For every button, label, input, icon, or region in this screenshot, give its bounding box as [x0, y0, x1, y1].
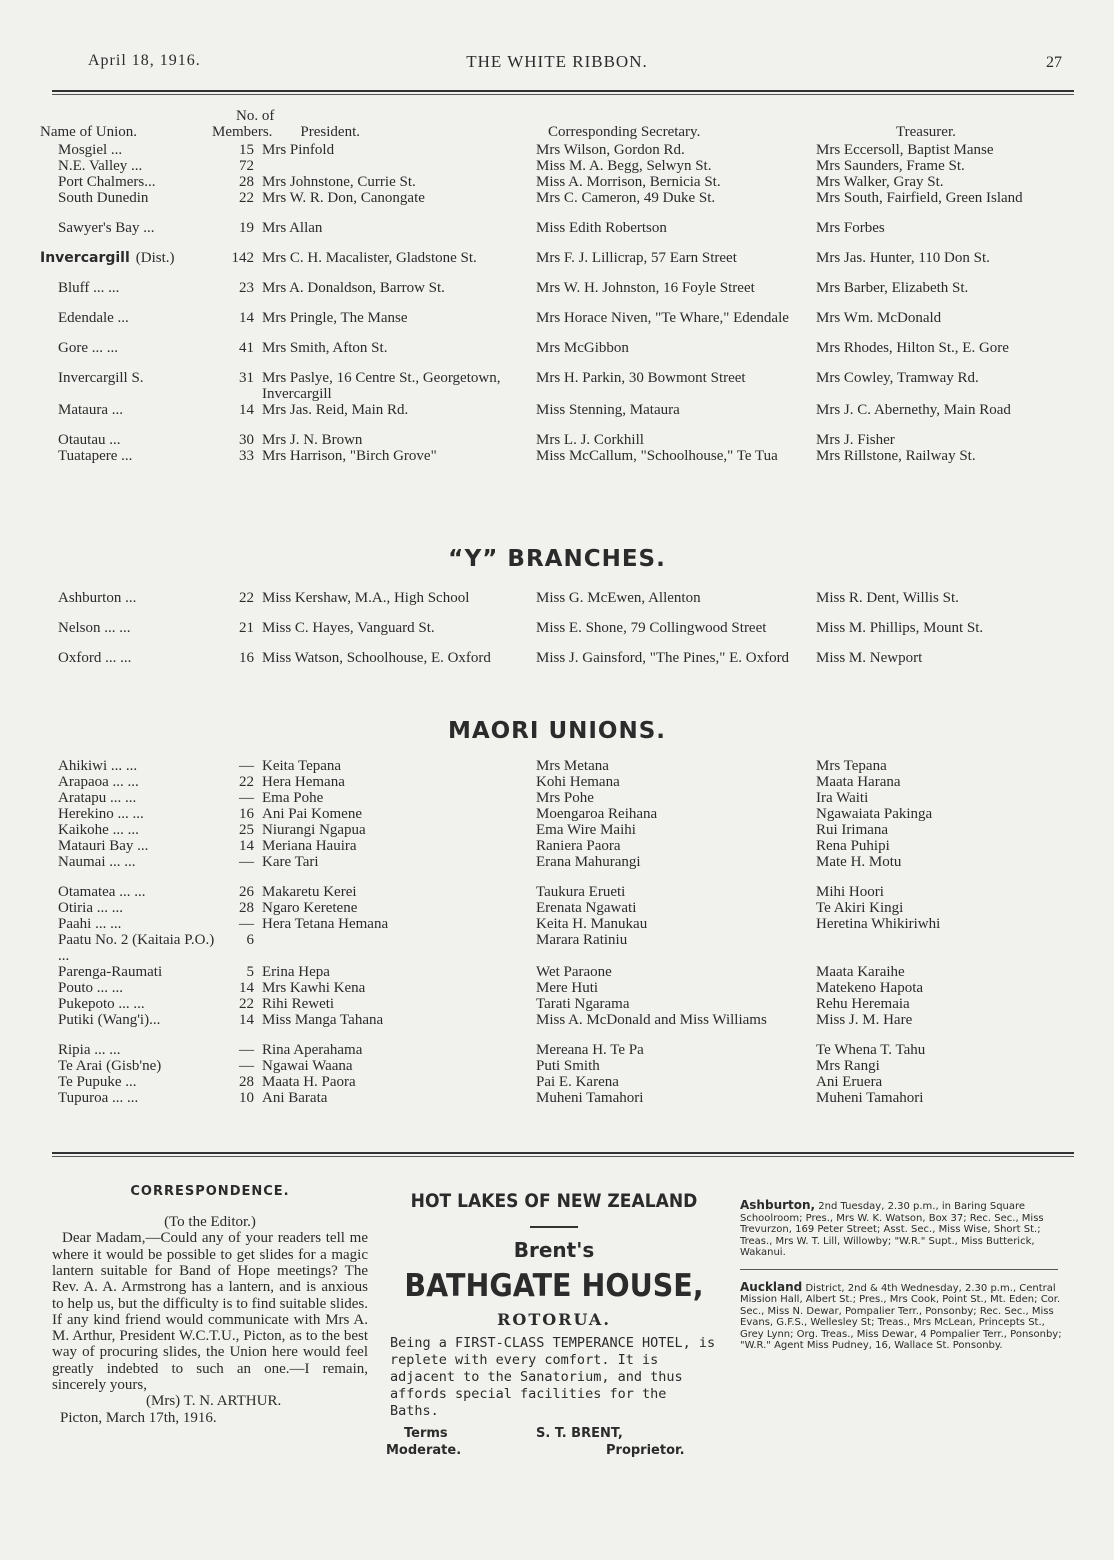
header-rule	[52, 90, 1074, 95]
union-name-text: Otamatea ... ...	[58, 884, 146, 900]
union-name-text: Te Pupuke ...	[58, 1074, 137, 1090]
maori-unions-table	[40, 758, 1080, 1106]
table-row	[40, 1058, 1080, 1074]
treasurer-cell: Mrs Rillstone, Railway St.	[816, 448, 976, 464]
union-name	[40, 250, 216, 280]
treasurer-cell: Rena Puhipi	[816, 838, 890, 854]
table-row	[40, 142, 1080, 158]
member-count: 23	[239, 280, 254, 296]
table-row	[40, 1042, 1080, 1058]
union-name	[40, 650, 216, 680]
treasurer-cell: Mate H. Motu	[816, 854, 902, 870]
president-cell: Ngawai Waana	[262, 1058, 353, 1074]
union-name	[40, 1074, 216, 1090]
treasurer-cell: Mrs Forbes	[816, 220, 885, 236]
table-row	[40, 964, 1080, 980]
member-count: 30	[239, 432, 254, 448]
secretary-cell: Puti Smith	[536, 1058, 600, 1074]
union-name	[40, 190, 216, 220]
table-row	[40, 590, 1080, 620]
secretary-cell: Raniera Paora	[536, 838, 621, 854]
member-count: 41	[239, 340, 254, 356]
ad-moderate: Moderate.	[386, 1443, 462, 1458]
president-cell: Hera Hemana	[262, 774, 345, 790]
member-count: 22	[239, 190, 254, 206]
member-count: —	[239, 758, 254, 774]
union-name	[40, 916, 216, 932]
ad-headline: HOT LAKES OF NEW ZEALAND	[410, 1190, 698, 1212]
member-count: 22	[239, 996, 254, 1012]
page-header	[0, 52, 1114, 76]
secretary-cell: Ema Wire Maihi	[536, 822, 636, 838]
table-header-row	[40, 108, 1080, 142]
union-name	[40, 1012, 216, 1042]
member-count: 22	[239, 774, 254, 790]
secretary-cell: Mrs L. J. Corkhill	[536, 432, 644, 448]
president-cell: Kare Tari	[262, 854, 319, 870]
union-name-text: Otiria ... ...	[58, 900, 123, 916]
treasurer-cell: Mrs Jas. Hunter, 110 Don St.	[816, 250, 990, 266]
ad-proprietor-name: S. T. BRENT,	[536, 1426, 623, 1441]
president-cell	[260, 932, 536, 964]
president-cell: Ani Barata	[262, 1090, 328, 1106]
union-name	[40, 1090, 216, 1106]
member-count: 14	[239, 402, 254, 418]
secretary-cell: Mrs Wilson, Gordon Rd.	[536, 142, 685, 158]
president-cell: Mrs Allan	[262, 220, 323, 236]
union-name	[40, 280, 216, 310]
member-count: 14	[239, 310, 254, 326]
member-count: 26	[239, 884, 254, 900]
table-row	[40, 650, 1080, 680]
union-name	[40, 838, 216, 854]
secretary-cell: Muheni Tamahori	[536, 1090, 644, 1106]
table-row	[40, 790, 1080, 806]
member-count: 5	[246, 964, 254, 980]
member-count: 10	[239, 1090, 254, 1106]
table-row	[40, 432, 1080, 448]
treasurer-cell: Mrs Tepana	[816, 758, 887, 774]
union-name	[40, 158, 216, 174]
union-name	[40, 340, 216, 370]
member-count: 142	[231, 250, 254, 266]
treasurer-cell: Mrs Saunders, Frame St.	[816, 158, 965, 174]
treasurer-cell: Miss M. Newport	[816, 650, 923, 666]
member-count: —	[239, 1058, 254, 1074]
union-name-text: Matauri Bay ...	[58, 838, 149, 854]
member-count: 16	[239, 650, 254, 666]
union-name	[40, 758, 216, 774]
member-count: 22	[239, 590, 254, 606]
treasurer-cell: Rui Irimana	[816, 822, 889, 838]
secretary-cell: Miss M. A. Begg, Selwyn St.	[536, 158, 712, 174]
president-cell: Ngaro Keretene	[262, 900, 358, 916]
union-name-text: Paatu No. 2 (Kaitaia P.O.) ...	[58, 932, 215, 964]
secretary-cell: Tarati Ngarama	[536, 996, 630, 1012]
district-label: (Dist.)	[135, 250, 175, 266]
secretary-cell: Miss McCallum, "Schoolhouse," Te Tua	[536, 448, 778, 464]
treasurer-cell: Maata Karaihe	[816, 964, 905, 980]
secretary-cell: Erenata Ngawati	[536, 900, 637, 916]
union-name	[40, 774, 216, 790]
treasurer-cell: Maata Harana	[816, 774, 901, 790]
correspondence-column	[52, 1184, 368, 1426]
treasurer-cell: Mrs J. Fisher	[816, 432, 895, 448]
hotel-advertisement	[386, 1190, 722, 1460]
member-count: 14	[239, 980, 254, 996]
president-cell: Rihi Reweti	[262, 996, 335, 1012]
union-name	[40, 620, 216, 650]
president-cell: Mrs A. Donaldson, Barrow St.	[262, 280, 445, 296]
table-row	[40, 980, 1080, 996]
treasurer-cell: Miss J. M. Hare	[816, 1012, 913, 1028]
treasurer-cell: Te Akiri Kingi	[816, 900, 904, 916]
table-row	[40, 916, 1080, 932]
president-cell: Mrs Pinfold	[262, 142, 335, 158]
table-row	[40, 280, 1080, 310]
secretary-cell: Miss Edith Robertson	[536, 220, 667, 236]
president-cell	[260, 158, 536, 174]
table-row	[40, 774, 1080, 790]
secretary-cell: Taukura Erueti	[536, 884, 626, 900]
table-row	[40, 220, 1080, 250]
union-name	[40, 980, 216, 996]
union-name-text: South Dunedin	[58, 190, 149, 206]
notice-divider	[740, 1269, 1058, 1270]
member-count: 28	[239, 174, 254, 190]
table-row	[40, 310, 1080, 340]
treasurer-cell: Miss R. Dent, Willis St.	[816, 590, 959, 606]
table-row	[40, 1012, 1080, 1042]
ad-hotel-name: BATHGATE HOUSE,	[404, 1268, 704, 1304]
member-count: 72	[239, 158, 254, 174]
president-cell: Miss C. Hayes, Vanguard St.	[262, 620, 435, 636]
union-name-text: Mosgiel ...	[58, 142, 123, 158]
secretary-cell: Miss E. Shone, 79 Collingwood Street	[536, 620, 767, 636]
treasurer-cell: Te Whena T. Tahu	[816, 1042, 926, 1058]
table-row	[40, 996, 1080, 1012]
union-name-text: Invercargill S.	[58, 370, 144, 386]
correspondence-heading: CORRESPONDENCE.	[130, 1184, 290, 1199]
table-row	[40, 402, 1080, 432]
president-cell: Mrs Harrison, "Birch Grove"	[262, 448, 437, 464]
correspondence-place-date: Picton, March 17th, 1916.	[60, 1409, 217, 1426]
union-name	[40, 590, 216, 620]
treasurer-cell: Mrs Rhodes, Hilton St., E. Gore	[816, 340, 1009, 356]
col-header-treasurer: Treasurer.	[896, 124, 956, 140]
union-name-text: Te Arai (Gisb'ne)	[58, 1058, 162, 1074]
union-name	[40, 370, 216, 402]
president-cell: Mrs Paslye, 16 Centre St., Georgetown, Invercargill	[262, 370, 501, 402]
union-name	[40, 884, 216, 900]
member-count: —	[239, 1042, 254, 1058]
col-header-name: Name of Union.	[40, 124, 138, 140]
notice-ashburton: Ashburton, 2nd Tuesday, 2.30 p.m., in Baring Square Schoolroom; Pres., Mrs W. K. Watson, Box 37; Rec. Sec., Miss Trevurzon, 169 Peter Street; Asst. Sec., Miss Wise, Short St.; Treas., Mrs W. T. Lill, Willowby; "W.R." Supt., Miss Butterick, Wakanui.	[740, 1198, 1044, 1258]
correspondence-body: Dear Madam,—Could any of your readers tell me where it would be possible to get slides for a magic lantern suitable for Band of Hope meetings? The Rev. A. A. Armstrong has a lantern, and is anxious to help us, but the difficulty is to find suitable slides. If any kind friend would communicate with Mrs A. M. Arthur, President W.C.T.U., Picton, as to the best way of procuring slides, the Union here would feel greatly indebted to such an one.—I remain, sincerely yours,	[52, 1230, 368, 1394]
union-name-text: Mataura ...	[58, 402, 123, 418]
union-name	[40, 932, 216, 964]
president-cell: Mrs C. H. Macalister, Gladstone St.	[262, 250, 477, 266]
treasurer-cell: Ngawaiata Pakinga	[816, 806, 933, 822]
member-count: 19	[239, 220, 254, 236]
ad-proprietor-label: Proprietor.	[606, 1443, 685, 1458]
union-name-text: Arapaoa ... ...	[58, 774, 139, 790]
table-row	[40, 900, 1080, 916]
member-count: 16	[239, 806, 254, 822]
correspondence-to: (To the Editor.)	[164, 1214, 256, 1231]
treasurer-cell: Mrs Rangi	[816, 1058, 880, 1074]
president-cell: Mrs Pringle, The Manse	[262, 310, 408, 326]
union-name-text: N.E. Valley ...	[58, 158, 143, 174]
union-name	[40, 900, 216, 916]
col-header-secretary: Corresponding Secretary.	[548, 124, 701, 140]
secretary-cell: Mrs C. Cameron, 49 Duke St.	[536, 190, 716, 206]
publication-title: THE WHITE RIBBON.	[466, 52, 648, 71]
ad-owner: Brent's	[513, 1238, 595, 1262]
union-name	[40, 448, 216, 464]
union-name-text: Naumai ... ...	[58, 854, 136, 870]
treasurer-cell: Mrs Eccersoll, Baptist Manse	[816, 142, 994, 158]
secretary-cell: Marara Ratiniu	[536, 932, 628, 948]
table-row	[40, 370, 1080, 402]
treasurer-cell: Mrs Barber, Elizabeth St.	[816, 280, 969, 296]
notice-auckland: Auckland District, 2nd & 4th Wednesday, 2.30 p.m., Central Mission Hall, Albert St.; Pres., Mrs Cook, Point St., Mt. Eden; Cor. Sec., Miss N. Dewar, Pompalier Terr., Ponsonby; Rec. Sec., Miss Evans, G.F.S., Wellesley St; Treas., Mrs McLean, Princepts St., Grey Lynn; Org. Treas., Miss Dewar, 4 Pompalier Terr., Ponsonby; "W.R." Agent Miss Pudney, 16, Wallace St. Ponsonby.	[740, 1279, 1062, 1351]
treasurer-cell: Mihi Hoori	[816, 884, 884, 900]
president-cell: Miss Kershaw, M.A., High School	[262, 590, 470, 606]
president-cell: Ema Pohe	[262, 790, 324, 806]
union-name-text: Nelson ... ...	[58, 620, 131, 636]
bottom-rule	[52, 1152, 1074, 1157]
union-name-text: Pouto ... ...	[58, 980, 124, 996]
ad-body: Being a FIRST-CLASS TEMPERANCE HOTEL, is replete with every comfort. It is adjacent to the Sanatorium, and thus affords special facilities for the Baths.	[390, 1335, 716, 1419]
secretary-cell: Moengaroa Reihana	[536, 806, 658, 822]
table-row	[40, 448, 1080, 464]
president-cell: Mrs Jas. Reid, Main Rd.	[262, 402, 409, 418]
secretary-cell: Mrs Horace Niven, "Te Whare," Edendale	[536, 310, 789, 326]
union-name-text: Tuatapere ...	[58, 448, 133, 464]
treasurer-cell: Matekeno Hapota	[816, 980, 924, 996]
table-row	[40, 806, 1080, 822]
union-name-text: Paahi ... ...	[58, 916, 122, 932]
table-row	[40, 250, 1080, 280]
union-name-text: Edendale ...	[58, 310, 129, 326]
union-name	[40, 432, 216, 448]
member-count: 14	[239, 838, 254, 854]
treasurer-cell: Miss M. Phillips, Mount St.	[816, 620, 984, 636]
union-name-text: Sawyer's Bay ...	[58, 220, 155, 236]
secretary-cell: Mrs Metana	[536, 758, 609, 774]
unions-table	[40, 108, 1080, 464]
table-row	[40, 854, 1080, 884]
union-name-text: Tupuroa ... ...	[58, 1090, 139, 1106]
president-cell: Erina Hepa	[262, 964, 330, 980]
president-cell: Mrs Kawhi Kena	[262, 980, 366, 996]
union-name	[40, 142, 216, 158]
president-cell: Hera Tetana Hemana	[262, 916, 389, 932]
table-row	[40, 758, 1080, 774]
member-count: 15	[239, 142, 254, 158]
y-branches-heading: “Y” BRANCHES.	[448, 546, 666, 572]
union-name	[40, 402, 216, 432]
table-row	[40, 932, 1080, 964]
ad-terms: Terms	[404, 1426, 448, 1441]
table-row	[40, 822, 1080, 838]
secretary-cell: Keita H. Manukau	[536, 916, 648, 932]
treasurer-cell: Rehu Heremaia	[816, 996, 910, 1012]
y-branches-table	[40, 590, 1080, 680]
union-name	[40, 310, 216, 340]
member-count: 28	[239, 900, 254, 916]
member-count: 25	[239, 822, 254, 838]
treasurer-cell: Mrs Walker, Gray St.	[816, 174, 944, 190]
member-count: 33	[239, 448, 254, 464]
president-cell: Rina Aperahama	[262, 1042, 363, 1058]
union-name-text: Ripia ... ...	[58, 1042, 121, 1058]
secretary-cell: Mrs W. H. Johnston, 16 Foyle Street	[536, 280, 755, 296]
president-cell: Miss Watson, Schoolhouse, E. Oxford	[262, 650, 491, 666]
union-name	[40, 996, 216, 1012]
union-name	[40, 174, 216, 190]
president-cell: Ani Pai Komene	[262, 806, 362, 822]
secretary-cell: Mrs McGibbon	[536, 340, 629, 356]
union-name	[40, 822, 216, 838]
secretary-cell: Miss A. McDonald and Miss Williams	[536, 1012, 767, 1028]
union-name-text: Pukepoto ... ...	[58, 996, 145, 1012]
union-name-text: Oxford ... ...	[58, 650, 132, 666]
president-cell: Mrs Smith, Afton St.	[262, 340, 388, 356]
union-name	[40, 854, 216, 884]
union-name	[40, 1042, 216, 1058]
president-cell: Meriana Hauira	[262, 838, 357, 854]
president-cell: Mrs Johnstone, Currie St.	[262, 174, 416, 190]
member-count: 28	[239, 1074, 254, 1090]
treasurer-cell: Mrs South, Fairfield, Green Island	[816, 190, 1023, 206]
union-name-text: Bluff ... ...	[58, 280, 120, 296]
president-cell: Niurangi Ngapua	[262, 822, 366, 838]
member-count: 31	[239, 370, 254, 386]
ad-footer	[386, 1426, 722, 1460]
secretary-cell: Wet Paraone	[536, 964, 612, 980]
secretary-cell: Mrs H. Parkin, 30 Bowmont Street	[536, 370, 746, 386]
union-name-text: Ashburton ...	[58, 590, 137, 606]
member-count: —	[239, 916, 254, 932]
member-count: —	[239, 854, 254, 870]
union-name	[40, 1058, 216, 1074]
secretary-cell: Miss Stenning, Mataura	[536, 402, 680, 418]
president-cell: Keita Tepana	[262, 758, 342, 774]
president-cell: Miss Manga Tahana	[262, 1012, 384, 1028]
secretary-cell: Mereana H. Te Pa	[536, 1042, 644, 1058]
union-name-text: Putiki (Wang'i)...	[58, 1012, 161, 1028]
issue-date: April 18, 1916.	[88, 52, 201, 69]
member-count: —	[239, 790, 254, 806]
union-name-text: Parenga-Raumati	[58, 964, 163, 980]
secretary-cell: Mere Huti	[536, 980, 599, 996]
union-name	[40, 964, 216, 980]
table-row	[40, 190, 1080, 220]
secretary-cell: Mrs Pohe	[536, 790, 594, 806]
treasurer-cell: Mrs J. C. Abernethy, Main Road	[816, 402, 1011, 418]
treasurer-cell: Heretina Whikiriwhi	[816, 916, 941, 932]
secretary-cell: Mrs F. J. Lillicrap, 57 Earn Street	[536, 250, 737, 266]
member-count: 14	[239, 1012, 254, 1028]
secretary-cell: Kohi Hemana	[536, 774, 620, 790]
table-row	[40, 158, 1080, 174]
secretary-cell: Pai E. Karena	[536, 1074, 619, 1090]
union-name-text: Invercargill	[40, 250, 130, 266]
president-cell: Maata H. Paora	[262, 1074, 356, 1090]
correspondence-signature: (Mrs) T. N. ARTHUR.	[146, 1393, 282, 1410]
secretary-cell: Miss J. Gainsford, "The Pines," E. Oxford	[536, 650, 790, 666]
maori-unions-heading: MAORI UNIONS.	[447, 718, 667, 744]
union-name	[40, 806, 216, 822]
ad-town: ROTORUA.	[497, 1310, 611, 1329]
president-cell: Mrs J. N. Brown	[262, 432, 363, 448]
union-name-text: Kaikohe ... ...	[58, 822, 139, 838]
union-name	[40, 790, 216, 806]
member-count: 21	[239, 620, 254, 636]
union-name-text: Ahikiwi ... ...	[58, 758, 138, 774]
treasurer-cell: Ira Waiti	[816, 790, 869, 806]
president-cell: Mrs W. R. Don, Canongate	[262, 190, 425, 206]
union-name-text: Aratapu ... ...	[58, 790, 137, 806]
member-count: 6	[246, 932, 254, 948]
union-name	[40, 220, 216, 250]
col-header-members-president: No. of Members. President.	[212, 108, 360, 140]
ad-divider	[530, 1226, 578, 1228]
table-row	[40, 340, 1080, 370]
secretary-cell: Erana Mahurangi	[536, 854, 641, 870]
union-name-text: Otautau ...	[58, 432, 121, 448]
union-name-text: Herekino ... ...	[58, 806, 144, 822]
branch-notices	[740, 1200, 1070, 1352]
table-row	[40, 884, 1080, 900]
treasurer-cell	[816, 932, 1080, 964]
treasurer-cell: Ani Eruera	[816, 1074, 883, 1090]
secretary-cell: Miss G. McEwen, Allenton	[536, 590, 701, 606]
treasurer-cell: Muheni Tamahori	[816, 1090, 924, 1106]
table-row	[40, 620, 1080, 650]
treasurer-cell: Mrs Cowley, Tramway Rd.	[816, 370, 979, 386]
union-name-text: Port Chalmers...	[58, 174, 156, 190]
treasurer-cell: Mrs Wm. McDonald	[816, 310, 942, 326]
secretary-cell: Miss A. Morrison, Bernicia St.	[536, 174, 721, 190]
table-row	[40, 1074, 1080, 1090]
table-row	[40, 174, 1080, 190]
page-number: 27	[1046, 54, 1062, 71]
table-row	[40, 1090, 1080, 1106]
union-name-text: Gore ... ...	[58, 340, 118, 356]
president-cell: Makaretu Kerei	[262, 884, 357, 900]
table-row	[40, 838, 1080, 854]
